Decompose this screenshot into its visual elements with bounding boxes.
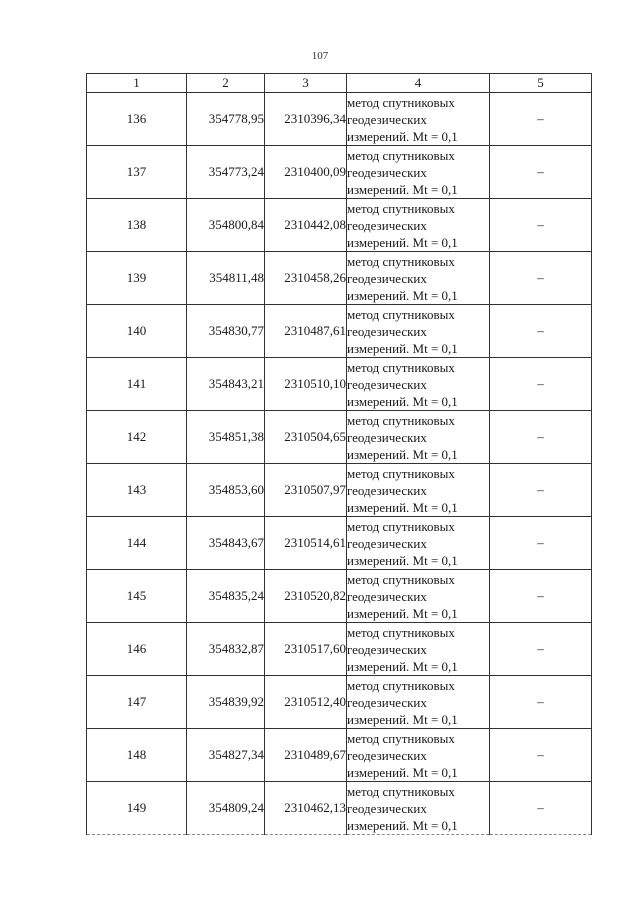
x-coordinate-cell: 354851,38 xyxy=(187,411,265,464)
point-number-cell: 148 xyxy=(87,729,187,782)
y-coordinate-cell: 2310489,67 xyxy=(265,729,347,782)
table-row xyxy=(87,411,592,464)
y-coordinate-cell: 2310512,40 xyxy=(265,676,347,729)
method-cell: метод спутниковых геодезических измерений. Mt = 0,1 xyxy=(347,93,490,146)
x-coordinate-cell: 354830,77 xyxy=(187,305,265,358)
method-cell: метод спутниковых геодезических измерений. Mt = 0,1 xyxy=(347,623,490,676)
table-row xyxy=(87,464,592,517)
point-number-cell: 142 xyxy=(87,411,187,464)
x-coordinate-cell: 354809,24 xyxy=(187,782,265,835)
column-header-1: 1 xyxy=(87,74,187,93)
point-number-cell: 145 xyxy=(87,570,187,623)
method-cell: метод спутниковых геодезических измерений. Mt = 0,1 xyxy=(347,305,490,358)
error-cell: – xyxy=(490,464,592,517)
method-cell: метод спутниковых геодезических измерений. Mt = 0,1 xyxy=(347,517,490,570)
y-coordinate-cell: 2310458,26 xyxy=(265,252,347,305)
y-coordinate-cell: 2310396,34 xyxy=(265,93,347,146)
point-number-cell: 141 xyxy=(87,358,187,411)
table-row xyxy=(87,93,592,146)
column-header-2: 2 xyxy=(187,74,265,93)
table-header-row xyxy=(87,74,592,93)
y-coordinate-cell: 2310510,10 xyxy=(265,358,347,411)
x-coordinate-cell: 354843,67 xyxy=(187,517,265,570)
method-cell: метод спутниковых геодезических измерений. Mt = 0,1 xyxy=(347,782,490,835)
error-cell: – xyxy=(490,305,592,358)
point-number-cell: 138 xyxy=(87,199,187,252)
error-cell: – xyxy=(490,358,592,411)
y-coordinate-cell: 2310487,61 xyxy=(265,305,347,358)
table-row xyxy=(87,570,592,623)
point-number-cell: 139 xyxy=(87,252,187,305)
error-cell: – xyxy=(490,623,592,676)
table-row xyxy=(87,729,592,782)
x-coordinate-cell: 354839,92 xyxy=(187,676,265,729)
column-header-5: 5 xyxy=(490,74,592,93)
y-coordinate-cell: 2310507,97 xyxy=(265,464,347,517)
table-row xyxy=(87,782,592,835)
y-coordinate-cell: 2310462,13 xyxy=(265,782,347,835)
x-coordinate-cell: 354800,84 xyxy=(187,199,265,252)
table-row xyxy=(87,517,592,570)
method-cell: метод спутниковых геодезических измерений. Mt = 0,1 xyxy=(347,676,490,729)
table-row xyxy=(87,199,592,252)
y-coordinate-cell: 2310504,65 xyxy=(265,411,347,464)
method-cell: метод спутниковых геодезических измерений. Mt = 0,1 xyxy=(347,146,490,199)
y-coordinate-cell: 2310517,60 xyxy=(265,623,347,676)
x-coordinate-cell: 354773,24 xyxy=(187,146,265,199)
x-coordinate-cell: 354843,21 xyxy=(187,358,265,411)
x-coordinate-cell: 354811,48 xyxy=(187,252,265,305)
point-number-cell: 136 xyxy=(87,93,187,146)
page-number: 107 xyxy=(311,50,329,62)
table-body xyxy=(87,93,592,835)
x-coordinate-cell: 354835,24 xyxy=(187,570,265,623)
error-cell: – xyxy=(490,411,592,464)
method-cell: метод спутниковых геодезических измерений. Mt = 0,1 xyxy=(347,570,490,623)
error-cell: – xyxy=(490,782,592,835)
x-coordinate-cell: 354778,95 xyxy=(187,93,265,146)
x-coordinate-cell: 354853,60 xyxy=(187,464,265,517)
method-cell: метод спутниковых геодезических измерений. Mt = 0,1 xyxy=(347,358,490,411)
x-coordinate-cell: 354832,87 xyxy=(187,623,265,676)
point-number-cell: 137 xyxy=(87,146,187,199)
table-row xyxy=(87,146,592,199)
error-cell: – xyxy=(490,570,592,623)
method-cell: метод спутниковых геодезических измерений. Mt = 0,1 xyxy=(347,411,490,464)
point-number-cell: 149 xyxy=(87,782,187,835)
y-coordinate-cell: 2310514,61 xyxy=(265,517,347,570)
y-coordinate-cell: 2310442,08 xyxy=(265,199,347,252)
table-row xyxy=(87,623,592,676)
point-number-cell: 147 xyxy=(87,676,187,729)
method-cell: метод спутниковых геодезических измерений. Mt = 0,1 xyxy=(347,464,490,517)
error-cell: – xyxy=(490,517,592,570)
method-cell: метод спутниковых геодезических измерений. Mt = 0,1 xyxy=(347,199,490,252)
point-number-cell: 146 xyxy=(87,623,187,676)
table-row xyxy=(87,305,592,358)
method-cell: метод спутниковых геодезических измерений. Mt = 0,1 xyxy=(347,252,490,305)
coordinates-table xyxy=(86,73,592,835)
error-cell: – xyxy=(490,146,592,199)
error-cell: – xyxy=(490,199,592,252)
column-header-4: 4 xyxy=(347,74,490,93)
column-header-3: 3 xyxy=(265,74,347,93)
y-coordinate-cell: 2310400,09 xyxy=(265,146,347,199)
error-cell: – xyxy=(490,93,592,146)
error-cell: – xyxy=(490,252,592,305)
point-number-cell: 144 xyxy=(87,517,187,570)
x-coordinate-cell: 354827,34 xyxy=(187,729,265,782)
point-number-cell: 140 xyxy=(87,305,187,358)
table-row xyxy=(87,252,592,305)
y-coordinate-cell: 2310520,82 xyxy=(265,570,347,623)
table-row xyxy=(87,676,592,729)
error-cell: – xyxy=(490,729,592,782)
table-row xyxy=(87,358,592,411)
error-cell: – xyxy=(490,676,592,729)
point-number-cell: 143 xyxy=(87,464,187,517)
method-cell: метод спутниковых геодезических измерений. Mt = 0,1 xyxy=(347,729,490,782)
